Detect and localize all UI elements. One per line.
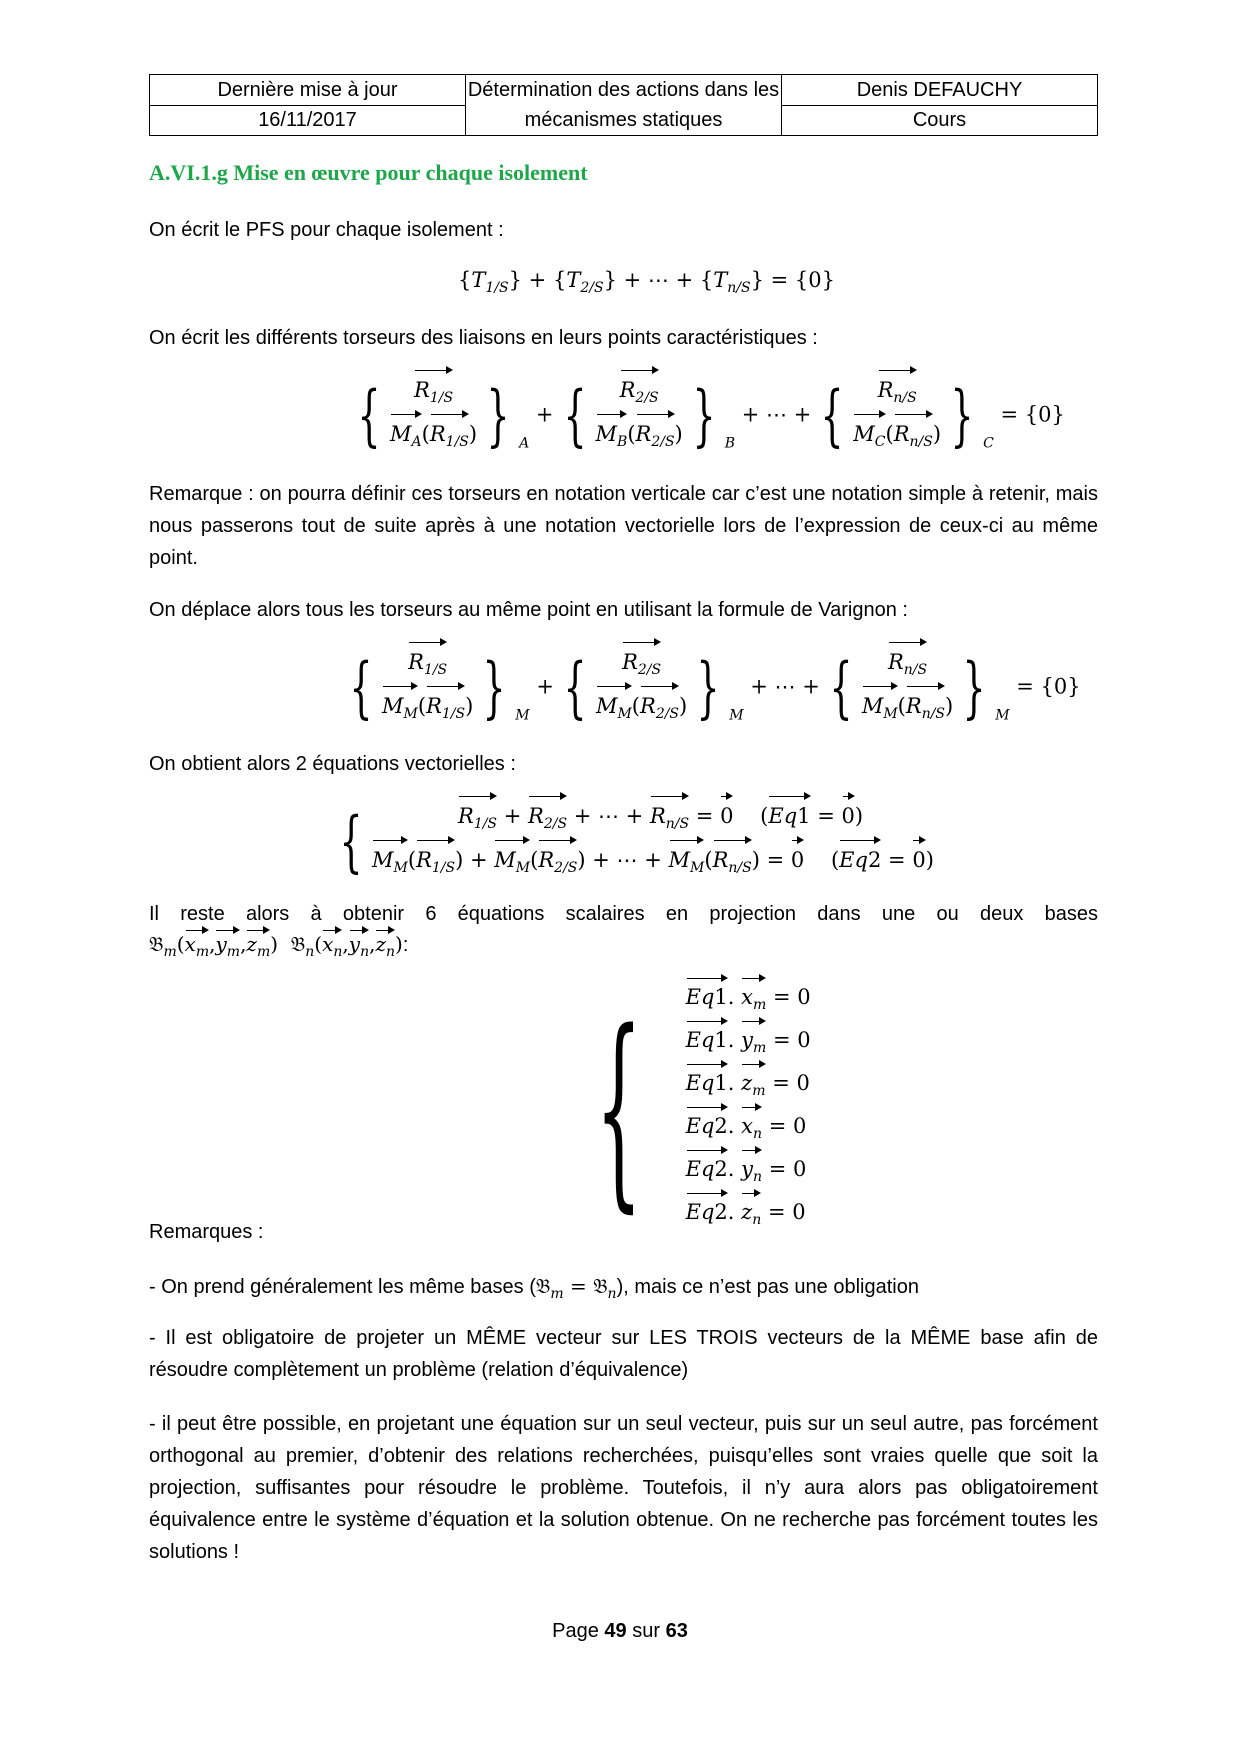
paragraph-remarque: Remarque : on pourra définir ces torseurs en notation verticale car c’est une notation simple à retenir, mais nous passerons tout de suite après à une notation vectorielle lors de l’expression de ceux-ci au même point. — [149, 483, 1098, 569]
equation-system-vectoriel: { $R_{1/S} + R_{2/S}$ + ⋯ + $R_{n/S} = 0$ (Eq1 = 0) $M_M(R_{1/S}) + M_M(R_{2/S})$ + ⋯ + $M_M(R_{n/S}) = 0$ (Eq2 = 0) — [330, 798, 934, 886]
paragraph-varignon: On déplace alors tous les torseurs au même point en utilisant la formule de Varignon : — [149, 599, 908, 621]
remarques-title: Remarques : — [149, 1221, 264, 1243]
footer-page-number: 49 — [604, 1620, 627, 1642]
paragraph-projection: Il reste alors à obtenir 6 équations scalaires en projection dans une ou deux bases — [149, 903, 1098, 925]
footer-prefix: Page — [552, 1620, 599, 1642]
paragraph-pfs: On écrit le PFS pour chaque isolement : — [149, 219, 504, 241]
paragraph-torseurs: On écrit les différents torseurs des liaisons en leurs points caractéristiques : — [149, 327, 818, 349]
equation-bases: $𝔅_m(x_m,y_m,z_m)$ $𝔅_n(x_n,y_n,z_n)$: — [149, 932, 409, 960]
paragraph-equations-vectorielles: On obtient alors 2 équations vectorielles : — [149, 753, 516, 775]
header-title: Détermination des actions dans les mécanismes statiques — [466, 75, 782, 136]
section-title: A.VI.1.g Mise en œuvre pour chaque isolement — [149, 160, 588, 185]
header-author: Denis DEFAUCHY — [782, 75, 1098, 106]
equation-system-scalaire: { Eq1. $x_m = 0$ Eq1. $y_m = 0$ Eq1. $z_m = 0$ Eq2. $x_n = 0$ Eq2. $y_n = 0$ Eq2. $z_n = 0$ — [552, 980, 811, 1238]
remarque-1-prefix: - On prend généralement les même bases ( — [149, 1276, 536, 1298]
remarque-3: - il peut être possible, en projetant une équation sur un seul vecteur, puis sur un seul autre, pas forcément orthogonal au premier, d’obtenir des relations recherchées, puisqu’elles sont vraies quelle que soit la projection, suffisantes pour résoudre le problème. Toutefois, il n’y aura alors pas obligatoirement équivalence entre le système d’équation et la solution obtenue. On ne recherche pas forcément toutes les solutions ! — [149, 1413, 1098, 1563]
header-last-update-label: Dernière mise à jour — [150, 75, 466, 106]
remarque-1-suffix: ), mais ce n’est pas une obligation — [616, 1276, 919, 1298]
footer-sep: sur — [632, 1620, 661, 1642]
remarque-1: - On prend généralement les même bases (𝔅$_m$ = 𝔅$_n$), mais ce n’est pas une obligation — [149, 1274, 919, 1302]
header-doc-type: Cours — [782, 105, 1098, 136]
equation-pfs: $\{T_{1/S}\} + \{T_{2/S}\}$ + ⋯ + $\{T_{n/S}\} = \{0\}$ — [458, 268, 836, 296]
equation-torseurs-liaisons: { $R_{1/S}$ $M_A(R_{1/S})$ } $_A$ + { $R_{2/S}$ $M_B(R_{2/S})$ } $_B$ + ⋯ + { $R_{n/S}$ $M_C(R_{n/S})$ } $_C$ = {0} — [348, 372, 1065, 460]
footer-page-total: 63 — [665, 1620, 688, 1642]
remarque-2: - Il est obligatoire de projeter un MÊME vecteur sur LES TROIS vecteurs de la MÊME base afin de résoudre complètement un problème (relation d’équivalence) — [149, 1327, 1098, 1381]
header-date: 16/11/2017 — [150, 105, 466, 136]
page-footer — [0, 1620, 1240, 1643]
equation-varignon: { $R_{1/S}$ $M_M(R_{1/S})$ } $_M$ + { $R_{2/S}$ $M_M(R_{2/S})$ } $_M$ + ⋯ + { $R_{n/S}$ $M_M(R_{n/S})$ } $_M$ = {0} — [340, 644, 1081, 732]
header-table — [149, 74, 1098, 136]
